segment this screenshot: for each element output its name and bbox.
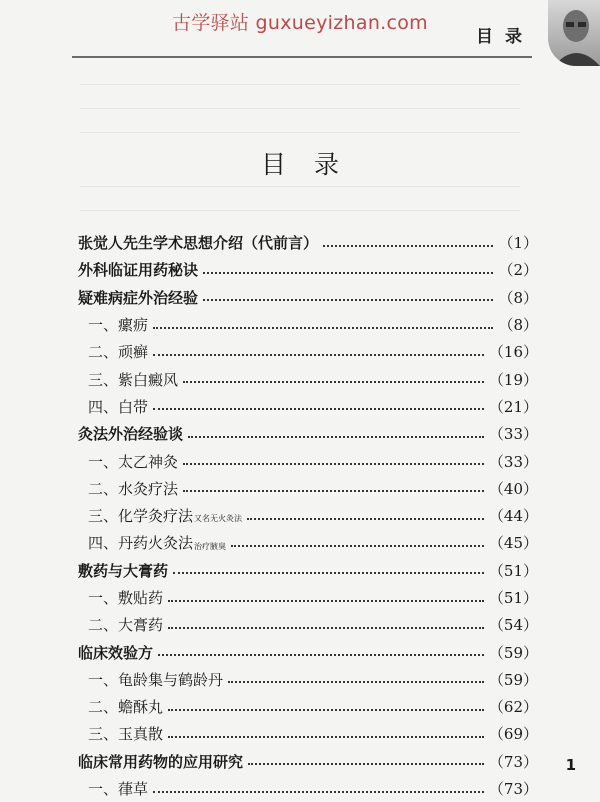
toc-section-entry [78,447,538,474]
toc-entry-page: （51） [488,589,538,607]
toc-entry-label: 疑难病症外治经验 [78,288,199,307]
toc-entry-page: （73） [488,780,538,799]
toc-dot-leader [203,299,493,301]
toc-entry-label: 灸法外治经验谈 [78,425,184,444]
page-number: 1 [565,756,576,774]
toc-entry-label: 二、蟾酥丸 [88,698,164,717]
bleed-through-line [80,186,520,187]
site-watermark: 古学驿站 guxueyizhan.com [172,12,428,34]
toc-dot-leader [183,490,484,492]
toc-entry-label: 四、丹药火灸法 [88,534,194,553]
toc-entry-note: 又名无火灸法 [194,514,243,524]
toc-entry-page: （16） [488,343,538,362]
toc-entry-label: 一、葎草 [88,780,149,799]
header-rule [72,56,532,58]
toc-chapter-entry [78,256,538,283]
toc-entry-label: 一、龟龄集与鹤龄丹 [88,670,224,689]
toc-entry-label: 三、玉真散 [88,725,164,744]
toc-dot-leader [168,736,484,738]
bleed-through-line [80,108,520,109]
toc-dot-leader [153,327,493,329]
toc-chapter-entry [78,557,538,584]
toc-entry-page: （59） [488,643,538,662]
toc-section-entry [78,338,538,365]
toc-section-entry [78,365,538,392]
toc-entry-label: 临床效验方 [78,643,154,662]
toc-entry-label: 三、紫白癜风 [88,370,179,389]
toc-entry-page: （44） [488,507,538,526]
toc-section-entry [78,611,538,638]
toc-section-entry [78,393,538,420]
toc-section-entry [78,502,538,529]
toc-entry-note: 治疗腋臭 [194,541,227,551]
toc-dot-leader [168,709,484,711]
toc-entry-label: 张觉人先生学术思想介绍（代前言） [78,234,319,253]
toc-chapter-entry [78,229,538,256]
toc-section-entry [78,666,538,693]
toc-entry-page: （62） [488,698,538,717]
toc-entry-page: （59） [488,670,538,689]
toc-entry-page: （33） [488,452,538,471]
toc-chapter-entry [78,420,538,447]
toc-entry-page: （69） [488,725,538,744]
table-of-contents [78,229,538,802]
toc-section-entry [78,529,538,556]
author-portrait [548,0,600,66]
toc-entry-page: （19） [488,370,538,389]
toc-entry-page: （45） [488,534,538,553]
toc-entry-label: 二、大膏药 [88,616,164,635]
toc-entry-page: （40） [488,479,538,498]
toc-dot-leader [231,545,484,547]
toc-entry-page: （1） [498,234,538,253]
toc-dot-leader [188,436,484,438]
bleed-through-line [80,132,520,133]
bleed-through-line [80,210,520,211]
toc-section-entry [78,720,538,747]
toc-dot-leader [323,245,493,247]
toc-entry-label: 三、化学灸疗法 [88,507,194,526]
toc-entry-page: （54） [488,616,538,635]
toc-chapter-entry [78,638,538,665]
bleed-through-line [80,84,520,85]
toc-section-entry [78,584,538,611]
toc-entry-label: 临床常用药物的应用研究 [78,752,244,771]
toc-entry-page: （33） [488,425,538,444]
toc-dot-leader [168,627,484,629]
toc-dot-leader [183,463,484,465]
toc-dot-leader [153,354,484,356]
toc-chapter-entry [78,284,538,311]
toc-entry-label: 二、顽癣 [88,343,149,362]
toc-chapter-entry [78,748,538,775]
toc-section-entry [78,311,538,338]
toc-dot-leader [153,408,484,410]
toc-dot-leader [248,763,484,765]
page-title: 目录 [260,150,367,179]
toc-entry-label: 一、太乙神灸 [88,452,179,471]
toc-dot-leader [203,272,493,274]
toc-entry-label: 四、白带 [88,397,149,416]
toc-dot-leader [183,381,484,383]
toc-section-entry [78,775,538,802]
toc-dot-leader [168,600,484,602]
toc-entry-label: 外科临证用药秘诀 [78,261,199,280]
toc-entry-page: （8） [498,288,538,307]
toc-entry-page: （51） [488,561,538,580]
toc-dot-leader [247,518,484,520]
toc-dot-leader [228,681,484,683]
toc-entry-label: 一、瘰疬 [88,316,149,335]
toc-section-entry [78,475,538,502]
toc-entry-page: （73） [488,752,538,771]
toc-entry-label: 敷药与大膏药 [78,561,169,580]
toc-section-entry [78,693,538,720]
toc-dot-leader [158,654,484,656]
toc-dot-leader [153,791,484,793]
toc-entry-page: （2） [498,261,538,280]
running-header-label: 目录 [476,27,534,47]
toc-dot-leader [173,572,484,574]
toc-entry-page: （21） [488,397,538,416]
toc-entry-label: 二、水灸疗法 [88,479,179,498]
toc-entry-label: 一、敷贴药 [88,589,164,607]
toc-entry-page: （8） [498,316,538,335]
